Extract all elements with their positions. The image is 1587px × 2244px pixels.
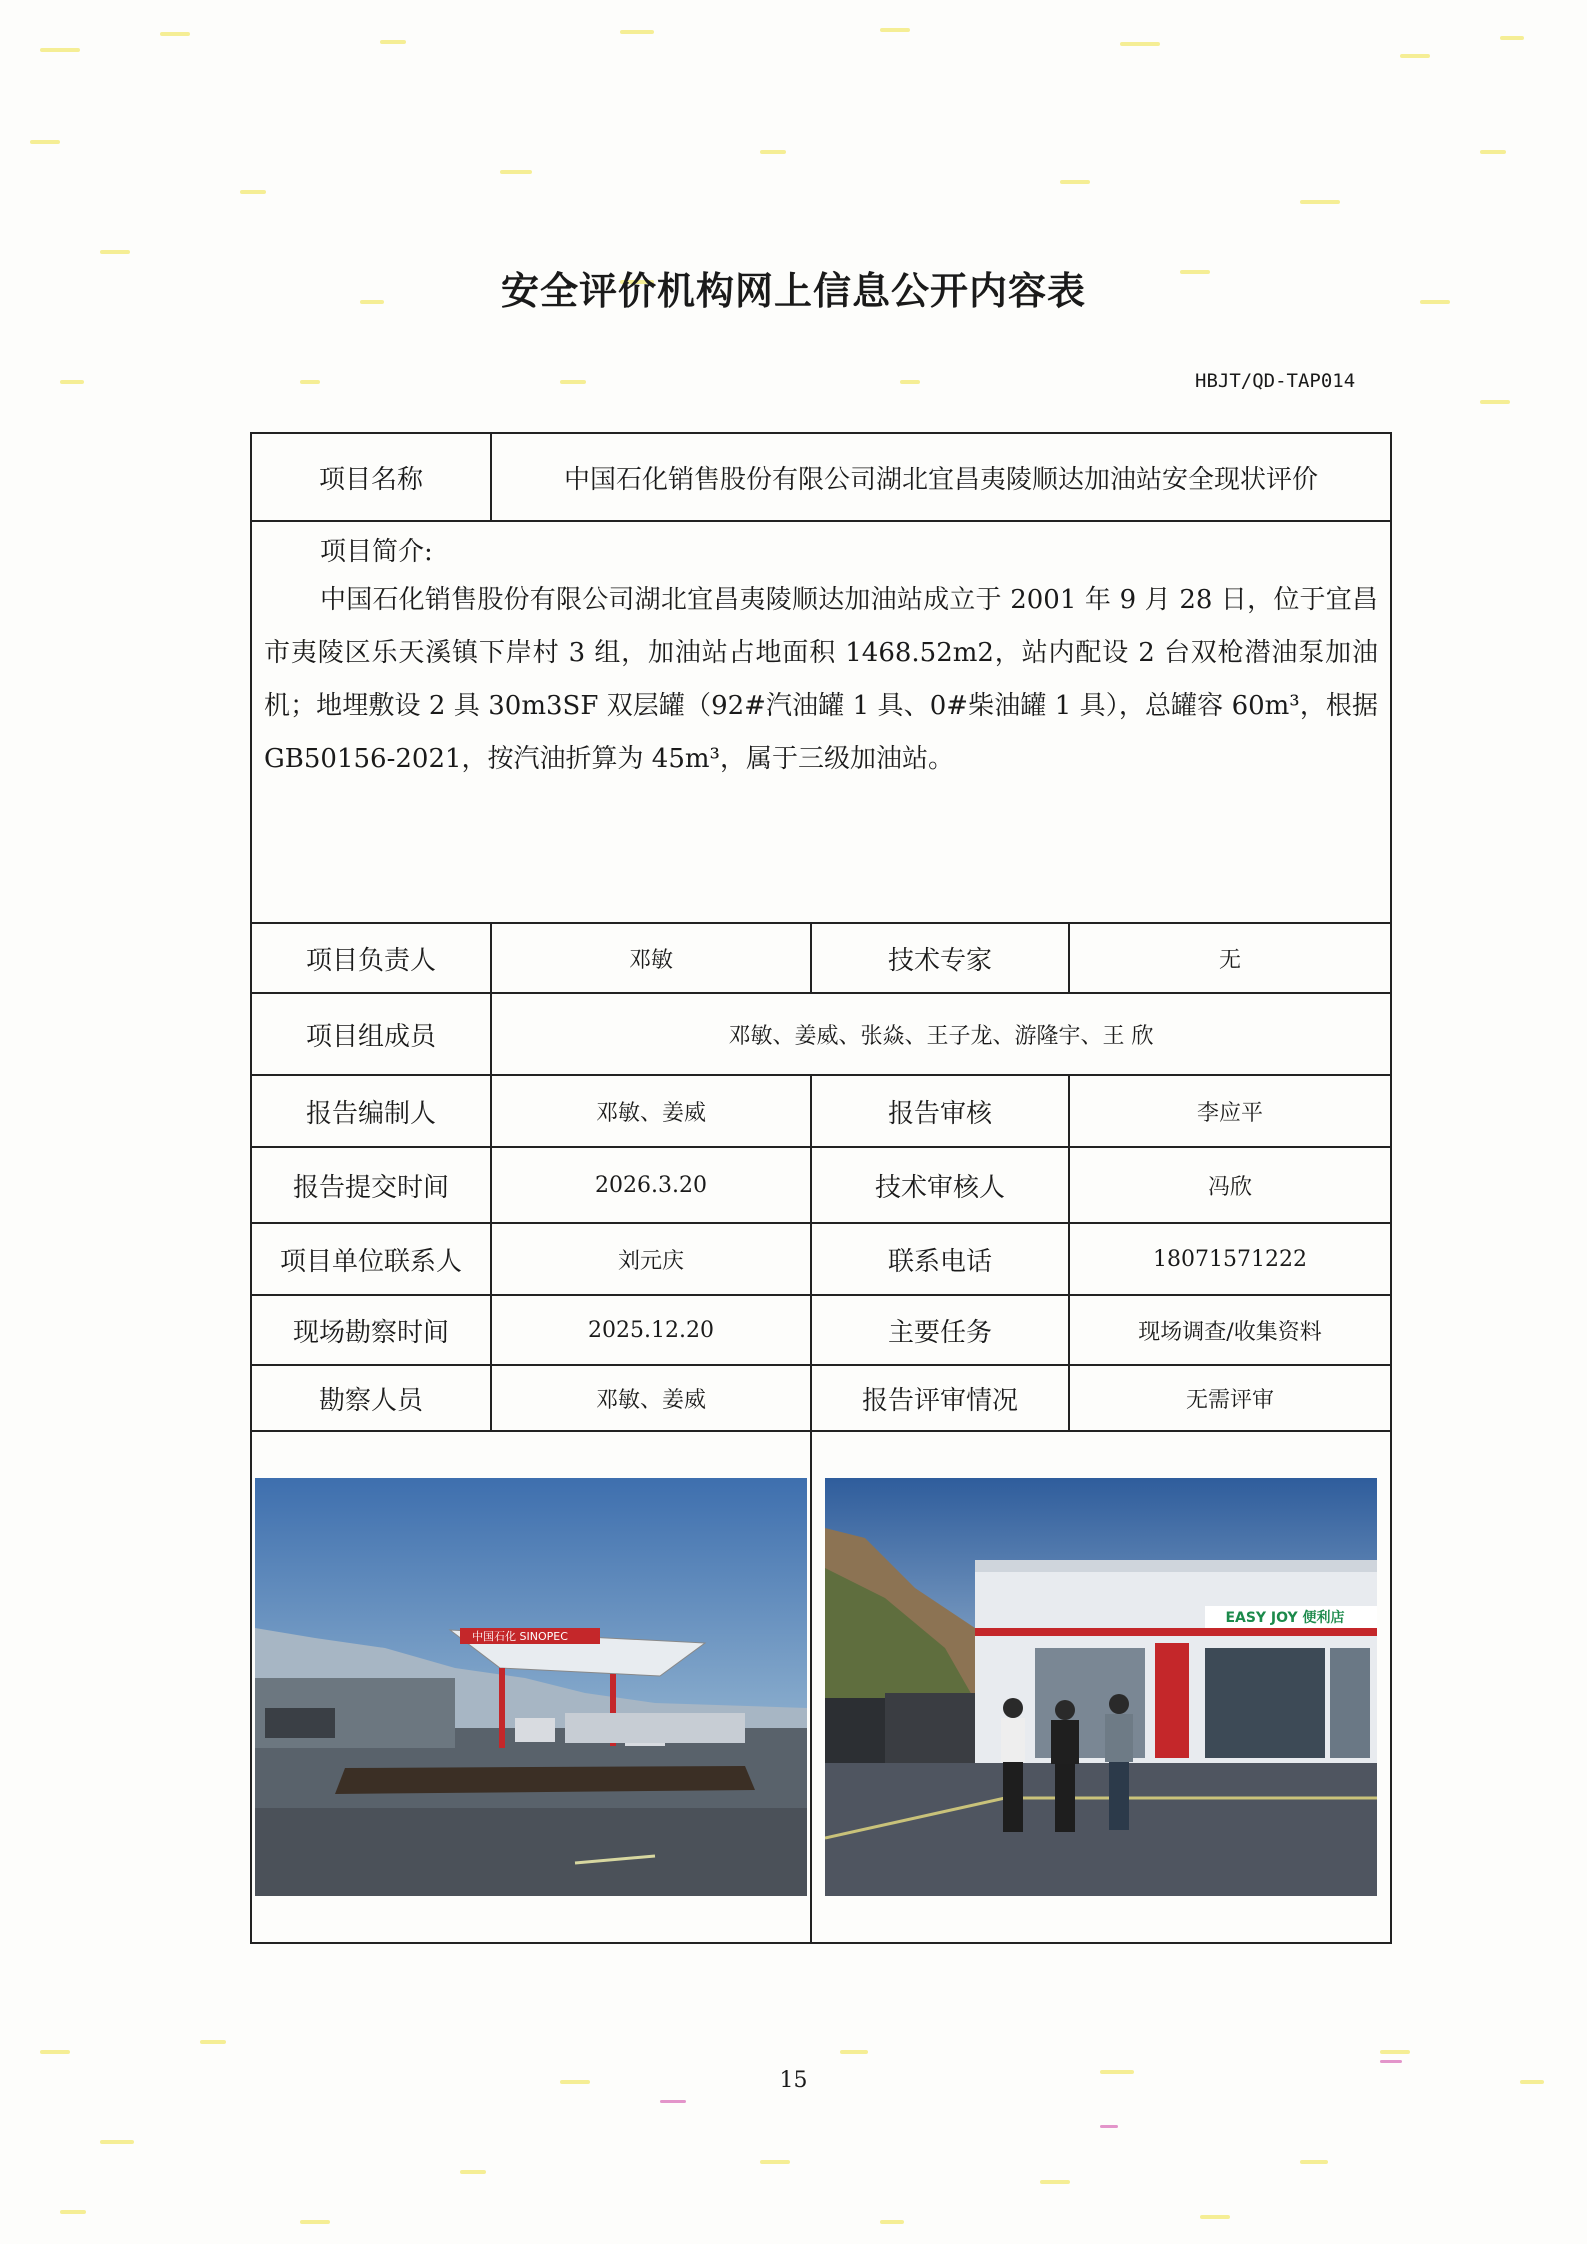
- table-row: [251, 993, 1391, 1075]
- author-value: 邓敏、姜威: [491, 1075, 811, 1147]
- paper-fleck: [1480, 400, 1510, 404]
- tech-review-label: 技术审核人: [811, 1147, 1069, 1223]
- table-row: [251, 1223, 1391, 1295]
- evaluation-value: 无需评审: [1069, 1365, 1391, 1431]
- phone-label: 联系电话: [811, 1223, 1069, 1295]
- paper-fleck: [1040, 2180, 1070, 2184]
- paper-fleck: [1100, 2125, 1118, 2128]
- contact-label: 项目单位联系人: [251, 1223, 491, 1295]
- paper-fleck: [1300, 200, 1340, 204]
- paper-fleck: [60, 380, 84, 384]
- survey-time-label: 现场勘察时间: [251, 1295, 491, 1365]
- paper-fleck: [240, 190, 266, 194]
- paper-fleck: [30, 140, 60, 144]
- surveyors-label: 勘察人员: [251, 1365, 491, 1431]
- left-sign-text: 中国石化 SINOPEC: [472, 1630, 568, 1643]
- table-row: [251, 1295, 1391, 1365]
- evaluation-label: 报告评审情况: [811, 1365, 1069, 1431]
- info-table: [250, 432, 1392, 1944]
- paper-fleck: [60, 2210, 86, 2214]
- submit-label: 报告提交时间: [251, 1147, 491, 1223]
- phone-value: 18071571222: [1069, 1223, 1391, 1295]
- paper-fleck: [660, 2100, 686, 2103]
- members-label: 项目组成员: [251, 993, 491, 1075]
- paper-fleck: [1200, 2215, 1230, 2219]
- paper-fleck: [200, 2040, 226, 2044]
- project-intro-label: 项目简介:: [320, 537, 433, 567]
- paper-fleck: [560, 380, 586, 384]
- paper-fleck: [380, 40, 406, 44]
- submit-value: 2026.3.20: [491, 1147, 811, 1223]
- paper-fleck: [460, 2170, 486, 2174]
- table-row: [251, 1075, 1391, 1147]
- expert-label: 技术专家: [811, 923, 1069, 993]
- survey-time-value: 2025.12.20: [491, 1295, 811, 1365]
- paper-fleck: [1120, 42, 1160, 46]
- table-row: [251, 923, 1391, 993]
- paper-fleck: [620, 30, 654, 34]
- document-title: 安全评价机构网上信息公开内容表: [500, 269, 1086, 313]
- project-name-value: 中国石化销售股份有限公司湖北宜昌夷陵顺达加油站安全现状评价: [491, 433, 1391, 521]
- convenience-store-photo: [825, 1478, 1377, 1896]
- right-sign-text: EASY JOY 便利店: [1225, 1610, 1345, 1626]
- project-intro-cell: [251, 521, 1391, 923]
- paper-fleck: [100, 2140, 134, 2144]
- expert-value: 无: [1069, 923, 1391, 993]
- paper-fleck: [900, 380, 920, 384]
- leader-label: 项目负责人: [251, 923, 491, 993]
- table-row: [251, 1365, 1391, 1431]
- paper-fleck: [160, 32, 190, 36]
- paper-fleck: [1380, 2050, 1410, 2054]
- photo-cell-left: [251, 1431, 811, 1943]
- table-row: [251, 433, 1391, 521]
- page-number: 15: [779, 2068, 808, 2093]
- gas-station-photo: [255, 1478, 807, 1896]
- table-row: [251, 1431, 1391, 1943]
- paper-fleck: [1400, 54, 1430, 58]
- photo-cell-right: [811, 1431, 1391, 1943]
- document-code: HBJT/QD-TAP014: [1195, 370, 1356, 392]
- paper-fleck: [880, 2220, 904, 2224]
- members-value: 邓敏、姜威、张焱、王子龙、游隆宇、王 欣: [491, 993, 1391, 1075]
- paper-fleck: [300, 2220, 330, 2224]
- paper-fleck: [1480, 150, 1506, 154]
- paper-fleck: [40, 48, 80, 52]
- project-intro-text: 中国石化销售股份有限公司湖北宜昌夷陵顺达加油站成立于 2001 年 9 月 28 日，位于宜昌市夷陵区乐天溪镇下岸村 3 组，加油站占地面积 1468.52m2，站内配设 2 台双枪潜油泵加油机；地埋敷设 2 具 30m3SF 双层罐（92#汽油罐 1 具、0#柴油罐 1 具），总罐容 60m³，根据 GB50156-2021，按汽油折算为 45m³，属于三级加油站。: [264, 585, 1378, 774]
- task-value: 现场调查/收集资料: [1069, 1295, 1391, 1365]
- leader-value: 邓敏: [491, 923, 811, 993]
- paper-fleck: [500, 170, 532, 174]
- project-name-label: 项目名称: [251, 433, 491, 521]
- paper-fleck: [880, 28, 910, 32]
- tech-review-value: 冯欣: [1069, 1147, 1391, 1223]
- paper-fleck: [760, 150, 786, 154]
- review-value: 李应平: [1069, 1075, 1391, 1147]
- paper-fleck: [760, 2160, 790, 2164]
- paper-fleck: [40, 2050, 70, 2054]
- paper-fleck: [300, 380, 320, 384]
- paper-fleck: [1300, 2160, 1328, 2164]
- paper-fleck: [1380, 2060, 1402, 2063]
- contact-value: 刘元庆: [491, 1223, 811, 1295]
- review-label: 报告审核: [811, 1075, 1069, 1147]
- paper-fleck: [840, 2050, 868, 2054]
- task-label: 主要任务: [811, 1295, 1069, 1365]
- paper-fleck: [1500, 36, 1524, 40]
- table-row: [251, 521, 1391, 923]
- paper-fleck: [100, 250, 130, 254]
- paper-fleck: [1060, 180, 1090, 184]
- table-row: [251, 1147, 1391, 1223]
- author-label: 报告编制人: [251, 1075, 491, 1147]
- surveyors-value: 邓敏、姜威: [491, 1365, 811, 1431]
